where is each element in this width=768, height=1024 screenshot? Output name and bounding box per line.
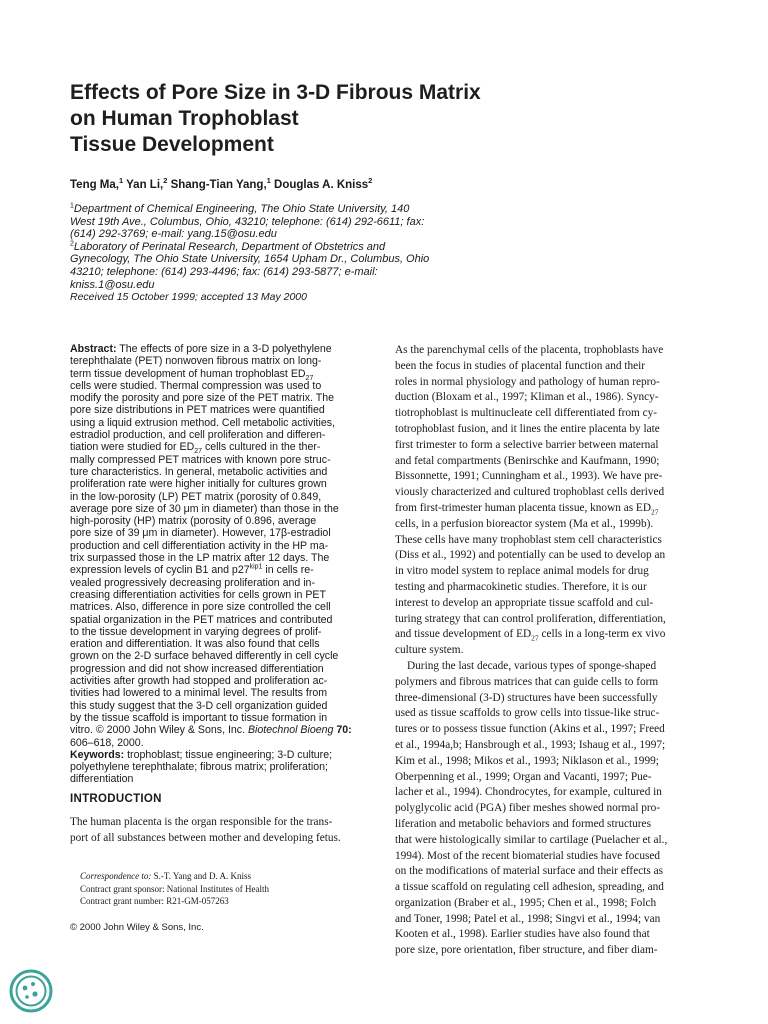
author-name: Shang-Tian Yang, — [167, 179, 267, 191]
body-line: (Diss et al., 1992) and potentially can be used to develop an — [395, 549, 666, 562]
abstract-line: ture characteristics. In general, metabolic activities and — [70, 465, 328, 478]
footnote-text: S.-T. Yang and D. A. Kniss — [151, 871, 251, 881]
journal-name: Biotechnol Bioeng — [247, 724, 334, 737]
cookie-icon[interactable] — [8, 968, 54, 1014]
body-line — [395, 501, 705, 517]
body-line — [395, 627, 705, 643]
body-line: pore size, pore orientation, fiber structure, and fiber diam- — [395, 944, 658, 957]
abstract-line: proliferation rate were higher initially for cultures grown — [70, 478, 327, 491]
affil-mark: 1 — [70, 202, 74, 210]
abstract-line: in the low-porosity (LP) PET matrix (porosity of 0.849, — [70, 490, 322, 503]
abstract-line: production and cell differentiation activity in the HP ma- — [70, 539, 329, 552]
body-column-right — [395, 343, 705, 959]
body-line: tures or to possess tissue function (Akins et al., 1997; Freed — [395, 723, 665, 736]
body-line: Bissonnette, 1991; Cunningham et al., 1993). We have pre- — [395, 470, 663, 483]
abstract-line: progression and did not show increased differentiation — [70, 662, 324, 675]
keywords-line: differentiation — [70, 773, 134, 786]
abstract-line: to the tissue development in varying degrees of prolif- — [70, 625, 322, 638]
abstract-text: tiation were studied for ED — [70, 441, 195, 454]
body-line: Oberpenning et al., 1999; Organ and Vacanti, 1997; Pue- — [395, 770, 652, 783]
author-name: Douglas A. Kniss — [270, 179, 369, 191]
affiliation-line — [70, 241, 540, 254]
body-line: in vitro model system to replace animal models for drug — [395, 565, 649, 578]
affiliation-line: kniss.1@osu.edu — [70, 278, 155, 291]
title-line: Tissue Development — [70, 133, 274, 156]
received-date: Received 15 October 1999; accepted 13 May 2000 — [70, 291, 307, 303]
affil-text: Laboratory of Perinatal Research, Department of Obstetrics and — [73, 240, 386, 253]
footnote-label: Correspondence to: — [80, 871, 152, 881]
subscript: 27 — [194, 448, 203, 456]
subscript: 27 — [531, 633, 539, 643]
abstract-text: cells cultured in the ther- — [202, 441, 321, 454]
abstract-line: grown on the 2-D surface behaved differently in cell cycle — [70, 650, 339, 663]
body-line: cells, in a perfusion bioreactor system (Ma et al., 1999b). — [395, 517, 654, 530]
body-line: duction (Bloxam et al., 1997; Kliman et al., 1986). Syncy- — [395, 391, 659, 404]
body-line: These cells have many trophoblast stem cell characteristics — [395, 533, 662, 546]
footnote-line: Contract grant sponsor: National Institutes of Health — [80, 883, 269, 894]
body-line: tiotrophoblast is multinucleate cell differentiated from cy- — [395, 407, 658, 420]
affiliation-line: Gynecology, The Ohio State University, 1654 Upham Dr., Columbus, Ohio — [70, 253, 430, 266]
body-line: and fetal compartments (Benirschke and Kaufmann, 1990; — [395, 454, 660, 467]
body-line: turing strategy that can control proliferation, differentiation, — [395, 612, 666, 625]
abstract-line — [70, 368, 375, 380]
body-line: polymers and fibrous matrices that can guide cells to form — [395, 675, 659, 688]
affiliation-line: 43210; telephone: (614) 293-4496; fax: (614) 293-5877; e-mail: — [70, 265, 378, 278]
affiliation-line: West 19th Ave., Columbus, Ohio, 43210; telephone: (614) 292-6611; fax: — [70, 215, 425, 228]
body-line: that were histologically similar to cartilage (Puelacher et al., — [395, 833, 668, 846]
abstract-line: trix surpassed those in the LP matrix after 12 days. The — [70, 552, 330, 565]
body-line: on the modifications of material surface and their effects as — [395, 865, 663, 878]
body-line: Kim et al., 1998; Mikos et al., 1993; Niklason et al., 1999; — [395, 754, 659, 767]
body-line: Kooten et al., 1998). Earlier studies have also found that — [395, 928, 650, 941]
body-line: roles in normal physiology and pathology of human repro- — [395, 375, 660, 388]
footnote-line: Contract grant number: R21-GM-057263 — [80, 896, 229, 906]
body-line: been the focus in studies of placental function and their — [395, 359, 646, 372]
abstract-line: matrices. Also, difference in pore size controlled the cell — [70, 601, 331, 614]
subscript: 27 — [305, 374, 314, 382]
body-line: interest to develop an appropriate tissue scaffold and cul- — [395, 596, 654, 609]
cookie-icon-svg — [8, 968, 54, 1014]
copyright-notice: © 2000 John Wiley & Sons, Inc. — [70, 922, 204, 933]
abstract-label: Abstract: — [70, 343, 117, 355]
keywords-text: trophoblast; tissue engineering; 3-D culture; — [124, 748, 333, 761]
abstract — [70, 343, 375, 786]
affiliation-line — [70, 203, 540, 216]
body-line: culture system. — [395, 644, 464, 657]
abstract-line: spatial organization in the PET matrices and contributed — [70, 613, 333, 626]
keywords-line: polyethylene terephthalate; fibrous matrix; proliferation; — [70, 761, 328, 774]
keywords-line — [70, 749, 375, 761]
section-heading-introduction: INTRODUCTION — [70, 793, 162, 805]
body-text: from first-trimester human placenta tissue, known as ED — [395, 501, 651, 514]
footnotes — [80, 870, 380, 908]
affil-mark: 2 — [70, 240, 74, 248]
abstract-text: expression levels of cyclin B1 and p27 — [70, 564, 250, 577]
body-text: and tissue development of ED — [395, 628, 532, 641]
abstract-line: modify the porosity and pore size of the PET matrix. The — [70, 392, 334, 405]
abstract-line: 606–618, 2000. — [70, 736, 144, 749]
superscript: kip1 — [249, 563, 263, 571]
abstract-text: term tissue development of human trophoblast ED — [70, 367, 306, 380]
title-line: on Human Trophoblast — [70, 107, 299, 130]
author-affil-mark: 1 — [118, 176, 124, 186]
body-line: three-dimensional (3-D) structures have been successfully — [395, 691, 658, 704]
title-line: Effects of Pore Size in 3-D Fibrous Matrix — [70, 81, 481, 104]
body-line: liferation and metabolic behaviors and formed structures — [395, 817, 651, 830]
author-name: Teng Ma, — [70, 179, 119, 191]
abstract-line: by the tissue scaffold is important to tissue formation in — [70, 711, 328, 724]
abstract-line: pore size of 39 μm in diameter). However, 17β-estradiol — [70, 527, 331, 540]
abstract-line: eration and differentiation. It was also found that cells — [70, 638, 320, 651]
abstract-line — [70, 564, 375, 576]
abstract-line: activities after growth had stopped and proliferation ac- — [70, 675, 328, 688]
abstract-line: tivities had lowered to a minimal level. The results from — [70, 687, 328, 700]
body-line: organization (Braber et al., 1995; Chen et al., 1998; Folch — [395, 896, 657, 909]
abstract-text: vitro. © 2000 John Wiley & Sons, Inc. — [70, 724, 248, 737]
abstract-line — [70, 343, 375, 355]
abstract-text: The effects of pore size in a 3-D polyethylene — [116, 343, 332, 355]
keywords-label: Keywords: — [70, 748, 125, 761]
body-line: a tissue scaffold on regulating cell adhesion, spreading, and — [395, 881, 664, 894]
author-list — [70, 177, 630, 193]
affiliations — [70, 203, 540, 291]
body-line: et al., 1994a,b; Hansbrough et al., 1993; Ishaug et al., 1997; — [395, 738, 666, 751]
body-line: 1994). Most of the recent biomaterial studies have focused — [395, 849, 661, 862]
abstract-line: terephthalate (PET) nonwoven fibrous matrix on long- — [70, 355, 322, 368]
journal-volume: 70: — [333, 724, 352, 737]
body-text: cells in a long-term ex vivo — [538, 628, 666, 641]
abstract-line: mally compressed PET matrices with known pore struc- — [70, 453, 331, 466]
author-affil-mark: 2 — [163, 176, 168, 186]
author-affil-mark: 1 — [266, 176, 271, 186]
abstract-text: in cells re- — [262, 564, 314, 577]
affil-text: Department of Chemical Engineering, The Ohio State University, 140 — [73, 203, 410, 215]
affiliation-line: (614) 292-3769; e-mail: yang.15@osu.edu — [70, 228, 277, 241]
abstract-line: creasing differentiation activities for cells grown in PET — [70, 588, 326, 601]
body-line: and Toner, 1998; Patel et al., 1998; Singvi et al., 1994; van — [395, 912, 661, 925]
abstract-line — [70, 724, 375, 736]
abstract-line: pore size distributions in PET matrices were quantified — [70, 404, 325, 417]
subscript: 27 — [651, 507, 659, 517]
abstract-line: cells were studied. Thermal compression was used to — [70, 379, 322, 392]
abstract-line — [70, 441, 375, 456]
body-line: The human placenta is the organ responsible for the trans- — [70, 816, 333, 828]
footnote-line — [80, 870, 380, 883]
abstract-line: average pore size of 30 μm in diameter) than those in the — [70, 502, 339, 515]
abstract-line: this study suggest that the 3-D cell organization guided — [70, 699, 328, 712]
body-line: first trimester to form a selective barrier between maternal — [395, 438, 659, 451]
abstract-line: high-porosity (HP) matrix (porosity of 0.896, average — [70, 515, 317, 528]
author-name: Yan Li, — [123, 179, 164, 191]
body-line: polyglycolic acid (PGA) fiber meshes showed normal pro- — [395, 802, 661, 815]
abstract-line: estradiol production, and cell proliferation and differen- — [70, 429, 326, 442]
body-line: lacher et al., 1994). Chondrocytes, for example, cultured in — [395, 786, 662, 799]
body-line: testing and pharmacokinetic studies. Therefore, it is our — [395, 580, 647, 593]
author-affil-mark: 2 — [368, 176, 373, 186]
body-line: viously characterized and cultured trophoblast cells derived — [395, 486, 665, 499]
intro-paragraph — [70, 815, 375, 846]
body-line: As the parenchymal cells of the placenta, trophoblasts have — [395, 344, 664, 356]
abstract-line: vealed progressively decreasing proliferation and in- — [70, 576, 315, 589]
body-line: totrophoblast fusion, and it lines the entire placenta by late — [395, 422, 660, 435]
abstract-line: using a liquid extrusion method. Cell metabolic activities, — [70, 416, 335, 429]
body-line: port of all substances between mother and developing fetus. — [70, 831, 341, 844]
paper-title — [70, 80, 590, 158]
body-line: During the last decade, various types of sponge-shaped — [407, 659, 657, 672]
body-line: used as tissue scaffolds to grow cells into tissue-like struc- — [395, 707, 660, 720]
